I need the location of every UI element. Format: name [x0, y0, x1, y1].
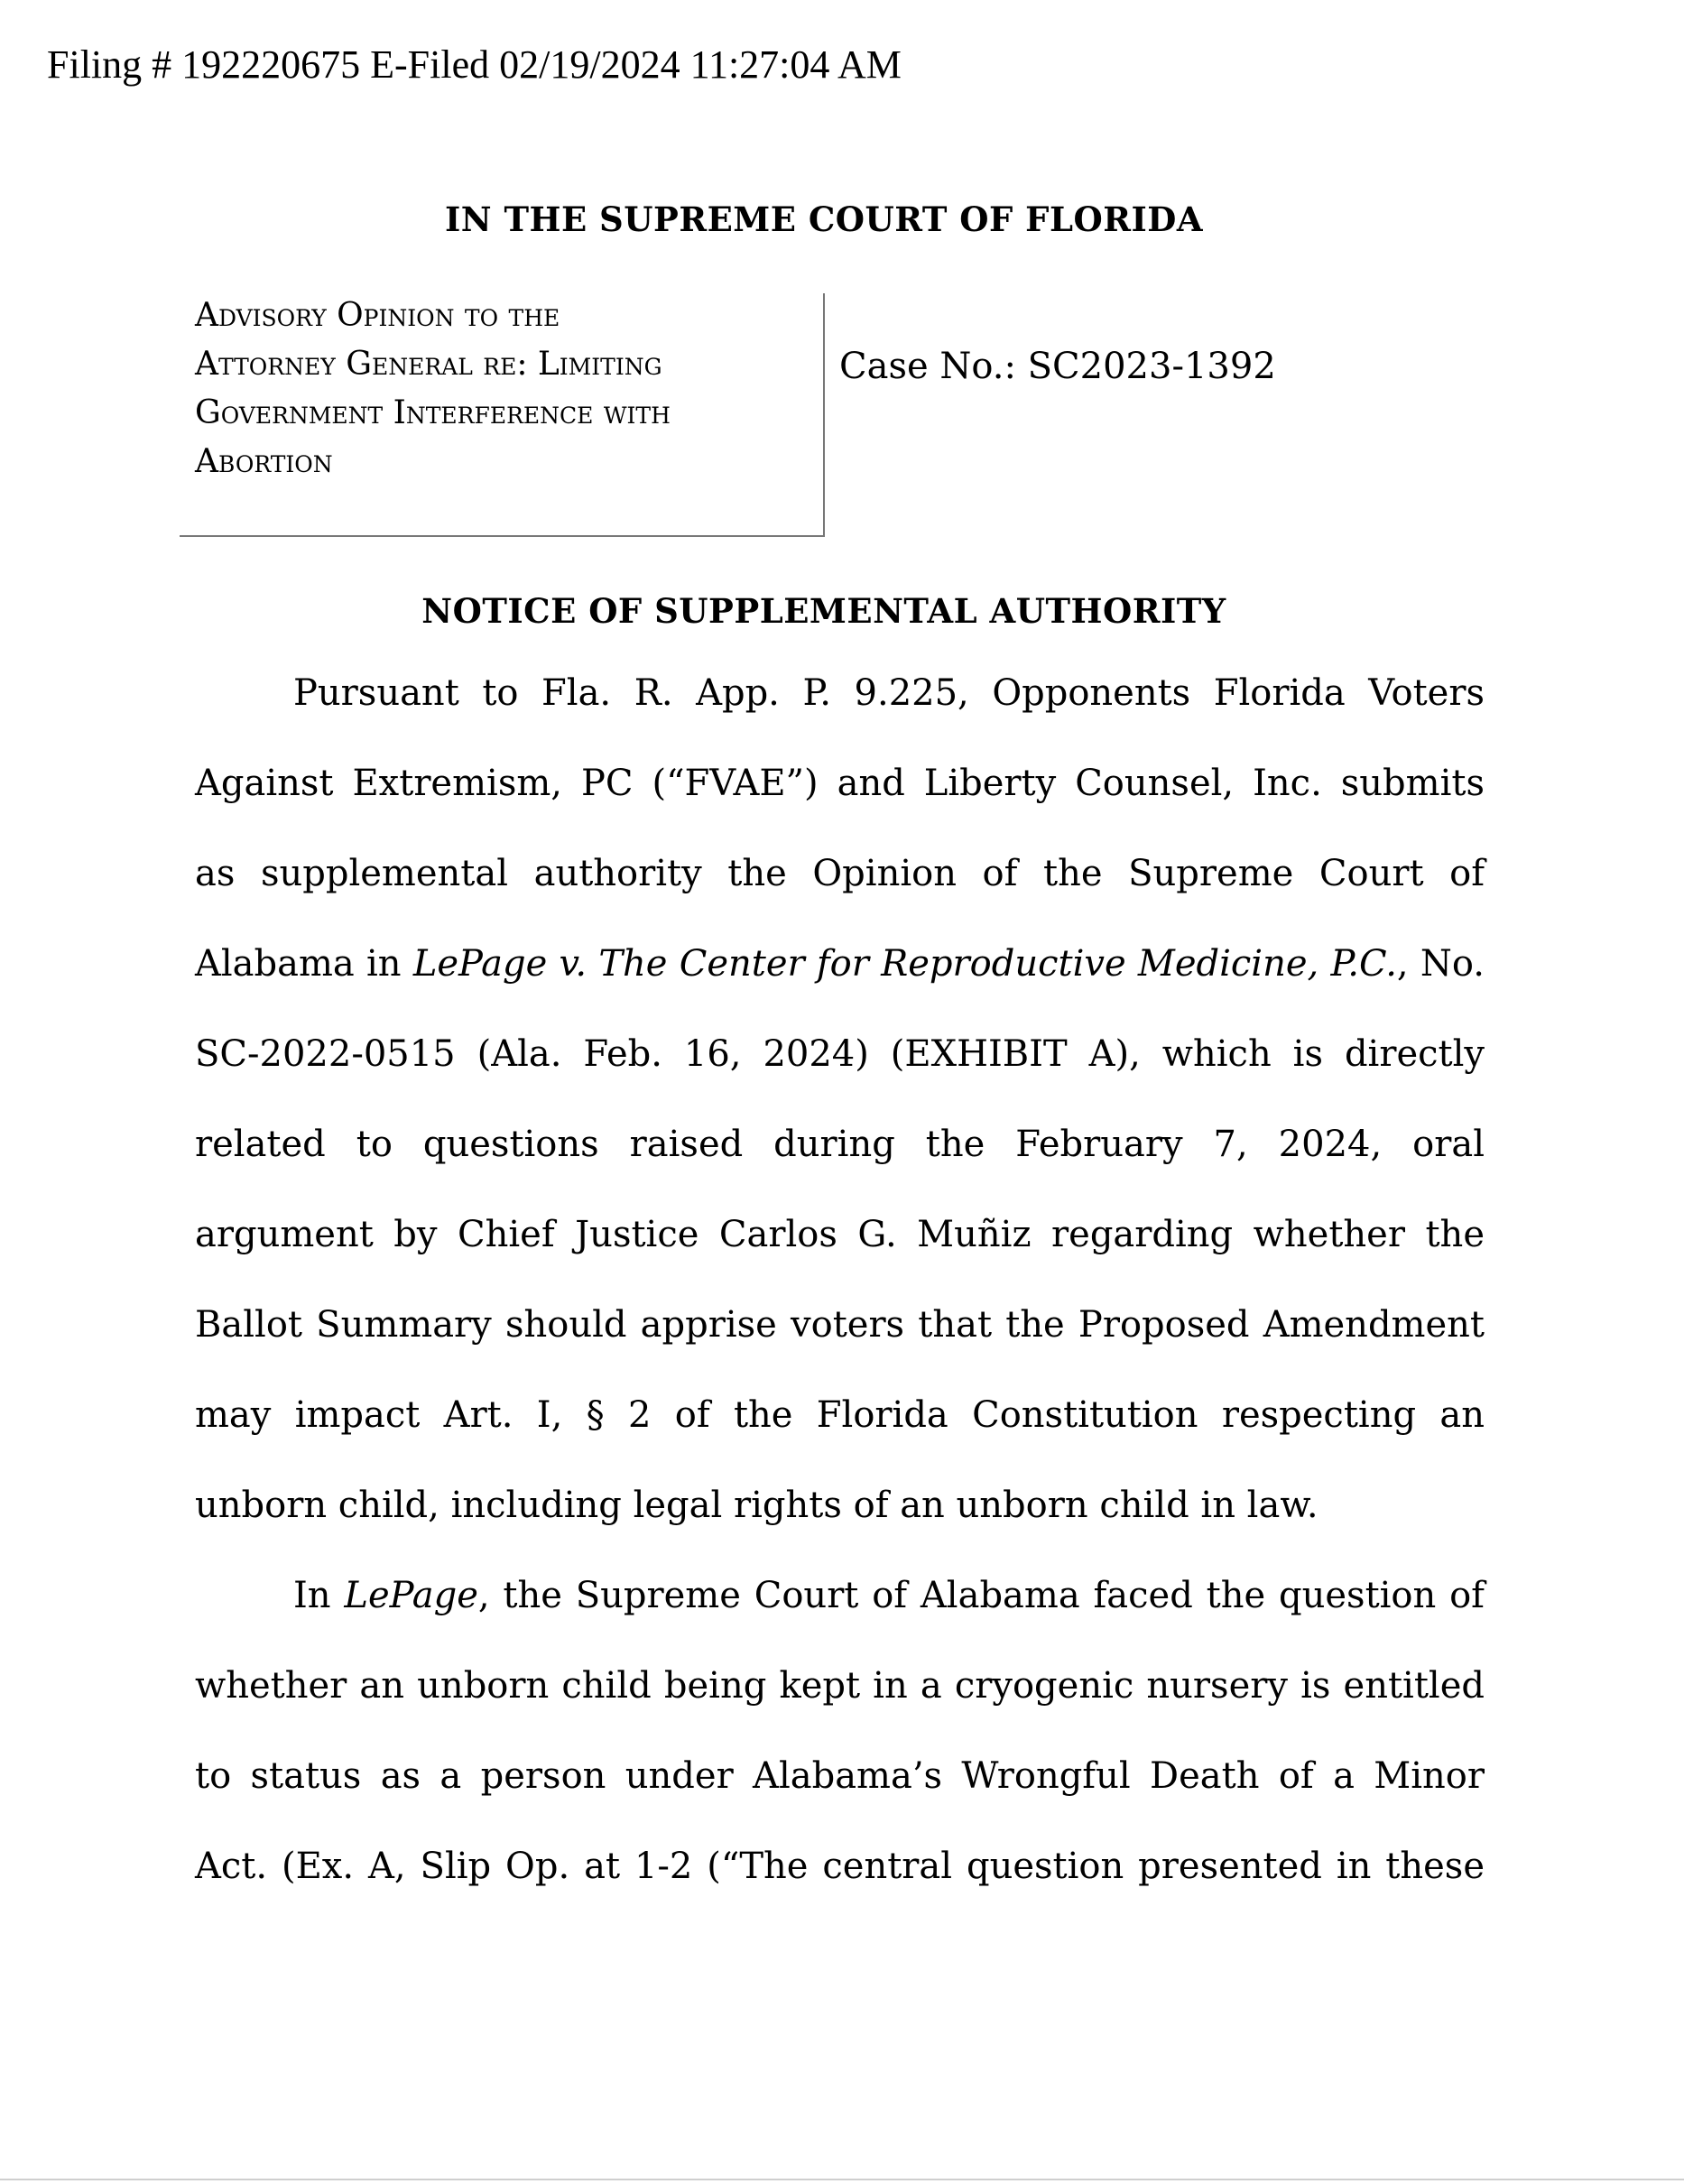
case-citation: LePage — [344, 1575, 478, 1616]
body-line: whether an unborn child being kept in a cryogenic nursery is entitled — [195, 1665, 1485, 1707]
case-caption-box — [180, 293, 825, 537]
body-line: related to questions raised during the February 7, 2024, oral — [195, 1124, 1485, 1165]
case-number: Case No.: SC2023-1392 — [839, 346, 1276, 387]
body-line: Pursuant to Fla. R. App. P. 9.225, Opponents Florida Voters — [293, 672, 1485, 714]
body-line: as supplemental authority the Opinion of the Supreme Court of — [195, 853, 1485, 894]
body-text: , No. — [1396, 943, 1485, 985]
page-bottom-rule — [0, 2179, 1684, 2180]
body-line: argument by Chief Justice Carlos G. Muñiz regarding whether the — [195, 1214, 1485, 1255]
body-text: In — [293, 1575, 345, 1616]
body-line — [195, 940, 1485, 987]
body-line: may impact Art. I, § 2 of the Florida Constitution respecting an — [195, 1394, 1485, 1436]
body-line: to status as a person under Alabama’s Wrongful Death of a Minor — [195, 1755, 1485, 1797]
caption-line: Advisory Opinion to the — [195, 297, 560, 334]
body-line: SC-2022-0515 (Ala. Feb. 16, 2024) (EXHIBIT A), which is directly — [195, 1033, 1485, 1075]
court-title: IN THE SUPREME COURT OF FLORIDA — [444, 199, 1204, 239]
body-line: Against Extremism, PC (“FVAE”) and Liberty Counsel, Inc. submits — [195, 763, 1485, 804]
body-text: , the Supreme Court of Alabama faced the question of — [477, 1575, 1485, 1616]
body-line: Ballot Summary should apprise voters that the Proposed Amendment — [195, 1304, 1485, 1346]
body-text: Alabama in — [195, 943, 413, 985]
caption-line: Government Interference with — [195, 394, 671, 431]
body-line — [293, 1572, 1485, 1619]
filing-stamp: Filing # 192220675 E-Filed 02/19/2024 11:27:04 AM — [47, 42, 902, 87]
caption-line: Attorney General re: Limiting — [195, 346, 662, 383]
body-line: Act. (Ex. A, Slip Op. at 1-2 (“The central question presented in these — [195, 1846, 1485, 1887]
caption-line: Abortion — [195, 443, 333, 480]
case-citation: LePage v. The Center for Reproductive Medicine, P.C. — [412, 943, 1397, 985]
notice-heading: NOTICE OF SUPPLEMENTAL AUTHORITY — [421, 591, 1226, 631]
body-line: unborn child, including legal rights of an unborn child in law. — [195, 1485, 1319, 1526]
